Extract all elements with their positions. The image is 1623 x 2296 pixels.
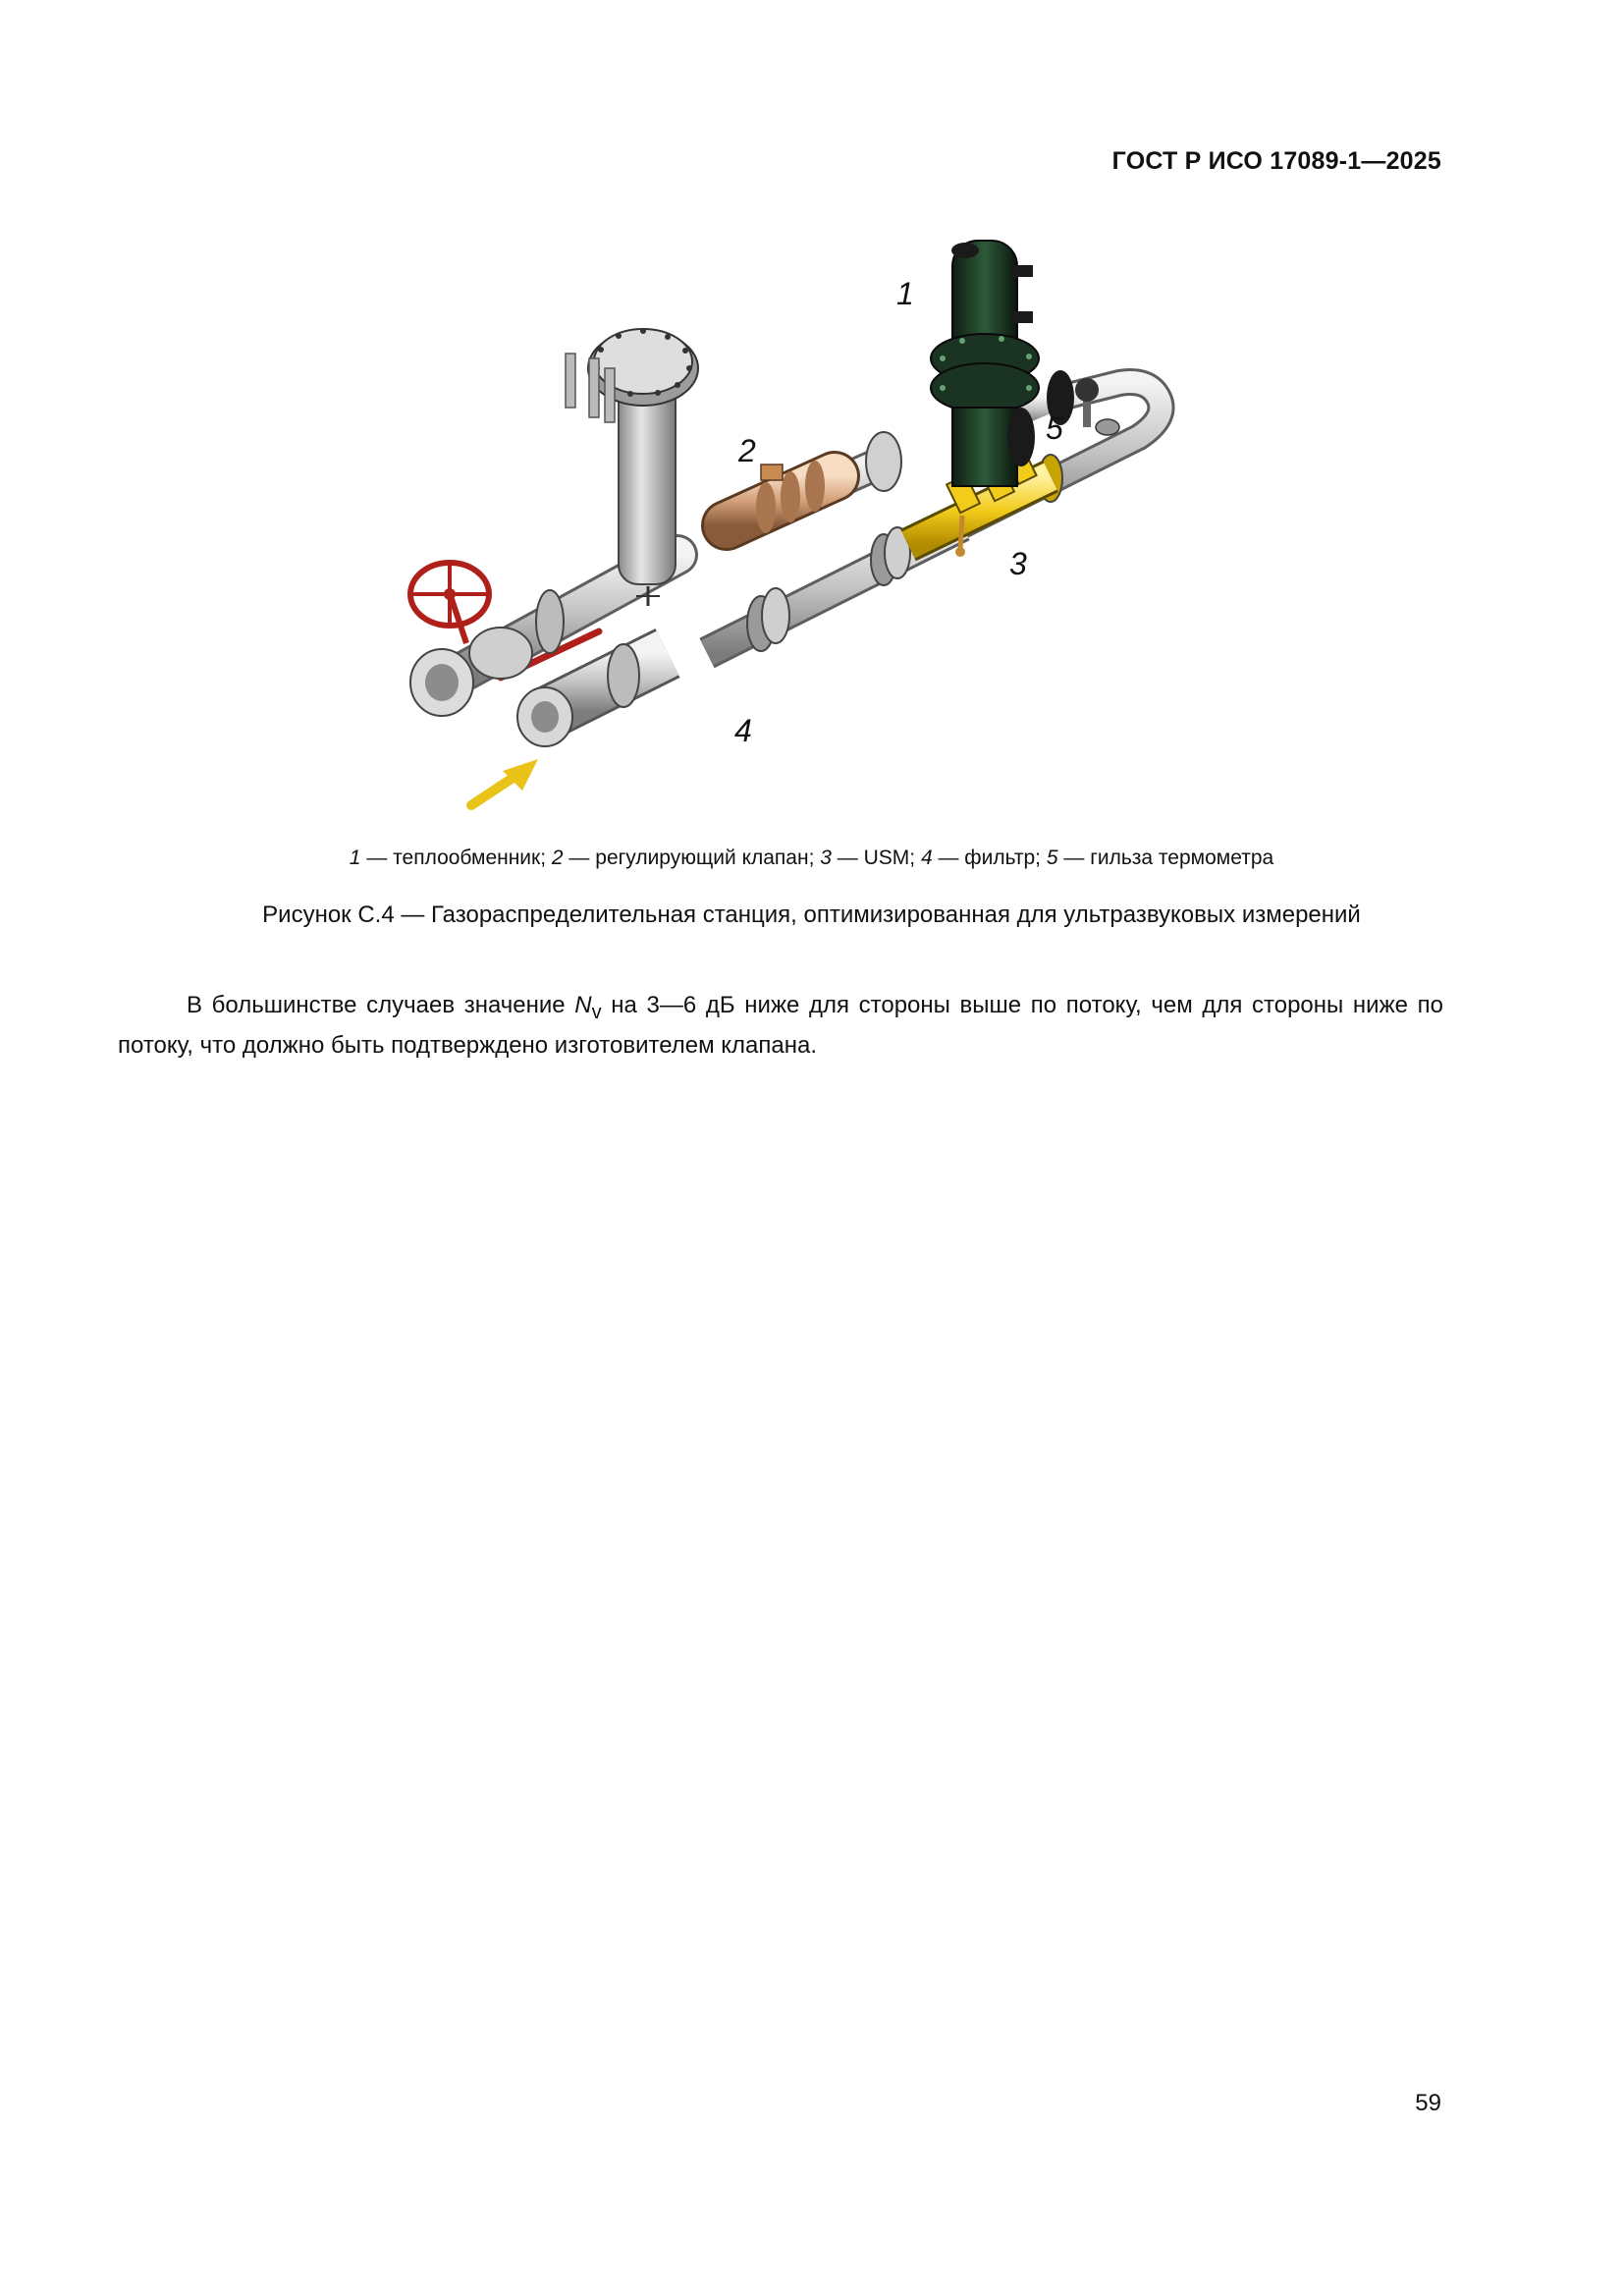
gas-station-figure <box>373 221 1257 830</box>
symbol-n: N <box>574 992 592 1018</box>
callout-2: 2 <box>738 433 756 468</box>
page-number: 59 <box>1415 2090 1441 2116</box>
legend-item: 4 — фильтр; <box>920 847 1047 869</box>
legend-item: 1 — теплообменник; <box>349 847 552 869</box>
symbol-subscript: v <box>591 1001 602 1023</box>
gas-station-illustration <box>373 221 1257 830</box>
document-header: ГОСТ Р ИСО 17089-1—2025 <box>1111 147 1441 175</box>
legend-item: 2 — регулирующий клапан; <box>551 847 821 869</box>
callout-4: 4 <box>734 713 752 748</box>
legend-item: 5 — гильза термометра <box>1046 847 1274 869</box>
figure-caption: Рисунок С.4 — Газораспределительная станция, оптимизированная для ультразвуковых измерений <box>262 902 1361 928</box>
legend-item: 3 — USM; <box>820 847 921 869</box>
figure-legend <box>0 847 1623 870</box>
flow-arrow <box>471 759 538 805</box>
callout-3: 3 <box>1009 546 1027 581</box>
callout-1: 1 <box>896 276 914 311</box>
callout-5: 5 <box>1046 410 1063 446</box>
heat-exchanger <box>931 241 1074 486</box>
body-paragraph: В большинстве случаев значение $N_v$ на 3—6 дБ ниже для стороны выше по потоку, чем для стороны ниже по потоку, что должно быть подтверждено изготовителем клапана. <box>118 992 1443 1059</box>
